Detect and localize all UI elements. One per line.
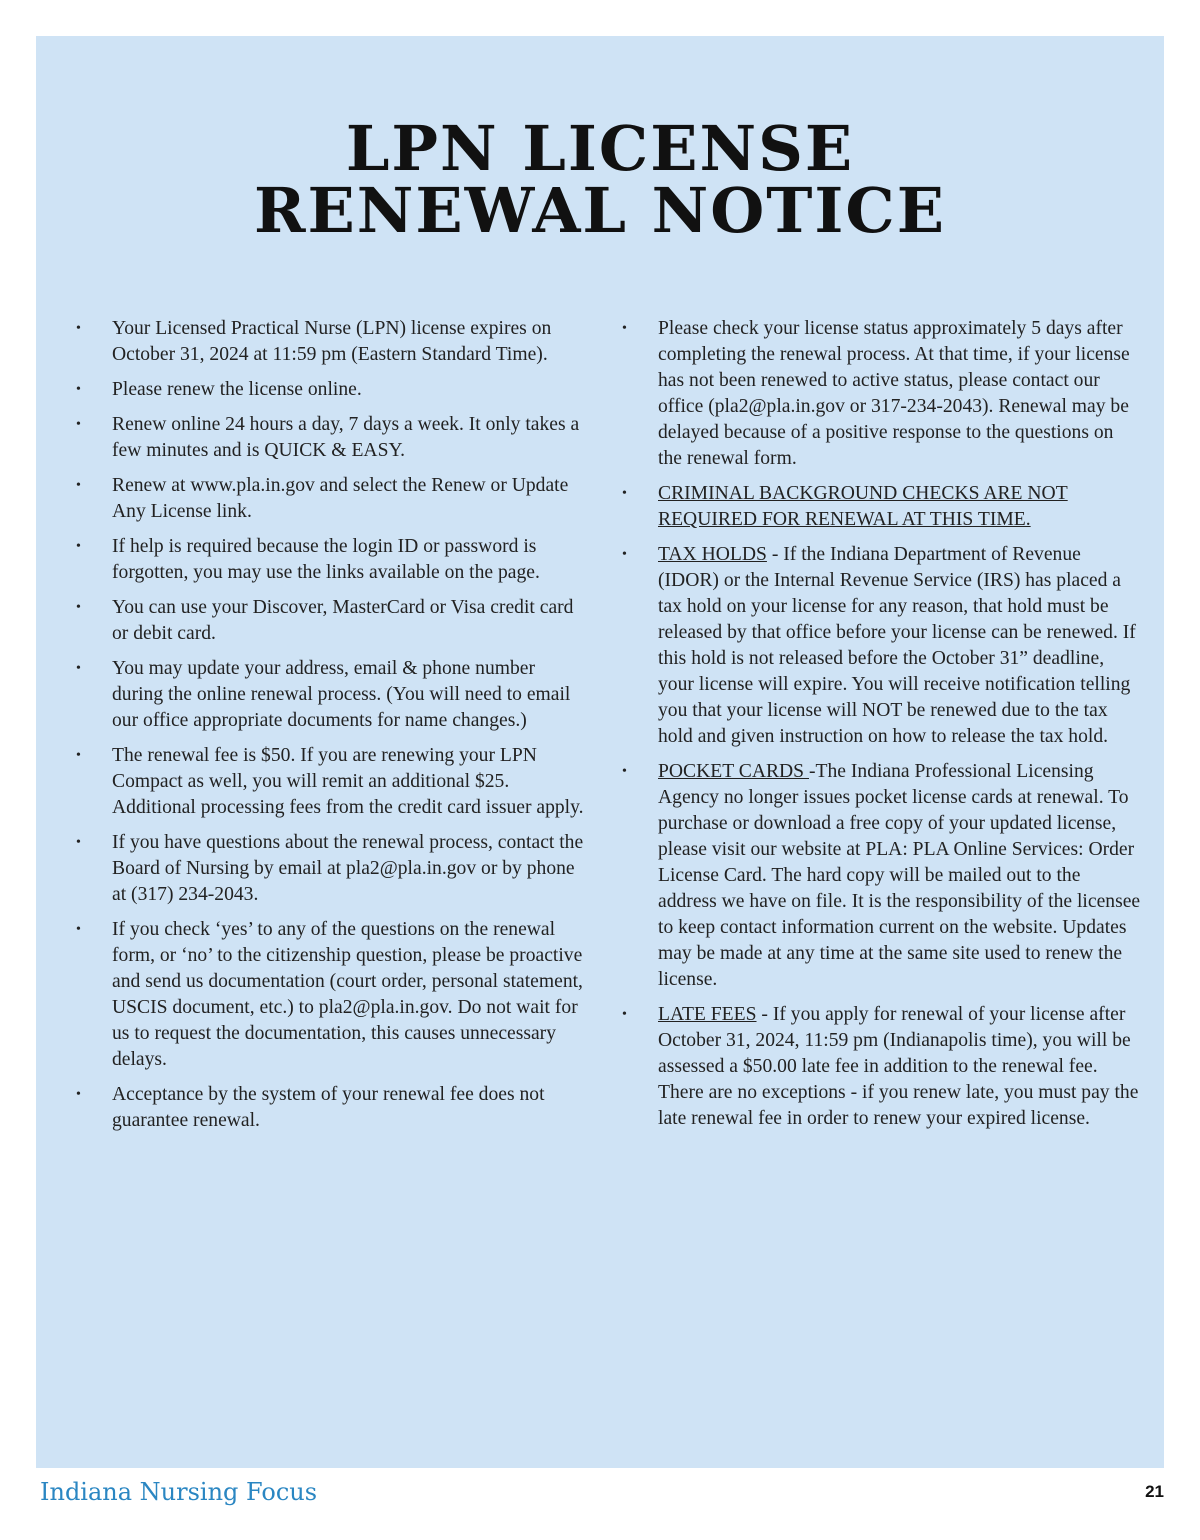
list-item: • Acceptance by the system of your renewal fee does not guarantee renewal. [76, 1082, 586, 1134]
page-title [36, 112, 1164, 247]
list-item-tax-holds [622, 542, 1142, 750]
left-column [76, 316, 586, 1143]
notice-panel [36, 36, 1164, 1468]
list-item: • Renew online 24 hours a day, 7 days a week. It only takes a few minutes and is QUICK & EASY. [76, 412, 586, 464]
list-item-status-check: • Please check your license status approximately 5 days after completing the renewal process. At that time, if your license has not been renewed to active status, please contact our office (pla2@pla.in.gov or 317-234-2043). Renewal may be delayed because of a positive response to the questions on the renewal form. [622, 316, 1142, 472]
list-item: • Your Licensed Practical Nurse (LPN) license expires on October 31, 2024 at 11:59 pm (Eastern Standard Time). [76, 316, 586, 368]
pocket-cards-text: -The Indiana Professional Licensing Agency no longer issues pocket license cards at renewal. To purchase or download a free copy of your updated license, please visit our website at PLA: PLA Online Services: Order License Card. The hard copy will be mailed out to the address we have on file. It is the responsibility of the licensee to keep contact information current on the website. Updates may be made at any time at the same site used to renew the license. [658, 761, 1141, 990]
list-item: • If you check ‘yes’ to any of the questions on the renewal form, or ‘no’ to the citizenship question, please be proactive and send us documentation (court order, personal statement, USCIS document, etc.) to pla2@pla.in.gov. Do not wait for us to request the documentation, this causes unnecessary delays. [76, 917, 586, 1073]
list-item: • Please renew the license online. [76, 377, 586, 403]
publication-name: Indiana Nursing Focus [40, 1478, 318, 1506]
right-column [622, 316, 1142, 1141]
left-bullet-list [76, 316, 586, 1134]
late-fees-label: LATE FEES [658, 1004, 757, 1025]
list-item: • Renew at www.pla.in.gov and select the Renew or Update Any License link. [76, 473, 586, 525]
pocket-cards-label: POCKET CARDS [658, 761, 809, 782]
list-item-late-fees [622, 1002, 1142, 1132]
right-bullet-list [622, 316, 1142, 1132]
page-number: 21 [1145, 1482, 1164, 1501]
title-line-1: LPN LICENSE [345, 112, 855, 185]
list-item-criminal-checks [622, 481, 1142, 533]
list-item: • If you have questions about the renewal process, contact the Board of Nursing by email at pla2@pla.in.gov or by phone at (317) 234-2043. [76, 830, 586, 908]
criminal-checks-notice: CRIMINAL BACKGROUND CHECKS ARE NOT REQUIRED FOR RENEWAL AT THIS TIME. [658, 483, 1068, 530]
tax-holds-label: TAX HOLDS [658, 544, 767, 565]
list-item: • The renewal fee is $50. If you are renewing your LPN Compact as well, you will remit an additional $25. Additional processing fees from the credit card issuer apply. [76, 743, 586, 821]
list-item-pocket-cards [622, 759, 1142, 993]
list-item: • You may update your address, email & phone number during the online renewal process. (You will need to email our office appropriate documents for name changes.) [76, 656, 586, 734]
title-line-2: RENEWAL NOTICE [253, 174, 947, 247]
late-fees-text: - If you apply for renewal of your license after October 31, 2024, 11:59 pm (Indianapolis time), you will be assessed a $50.00 late fee in addition to the renewal fee. There are no exceptions - if you renew late, you must pay the late renewal fee in order to renew your expired license. [658, 1004, 1139, 1129]
list-item: • If help is required because the login ID or password is forgotten, you may use the links available on the page. [76, 534, 586, 586]
tax-holds-text: - If the Indiana Department of Revenue (IDOR) or the Internal Revenue Service (IRS) has placed a tax hold on your license for any reason, that hold must be released by that office before your license can be renewed. If this hold is not released before the October 31” deadline, your license will expire. You will receive notification telling you that your license will NOT be renewed due to the tax hold and given instruction on how to release the tax hold. [658, 544, 1136, 747]
list-item: • You can use your Discover, MasterCard or Visa credit card or debit card. [76, 595, 586, 647]
